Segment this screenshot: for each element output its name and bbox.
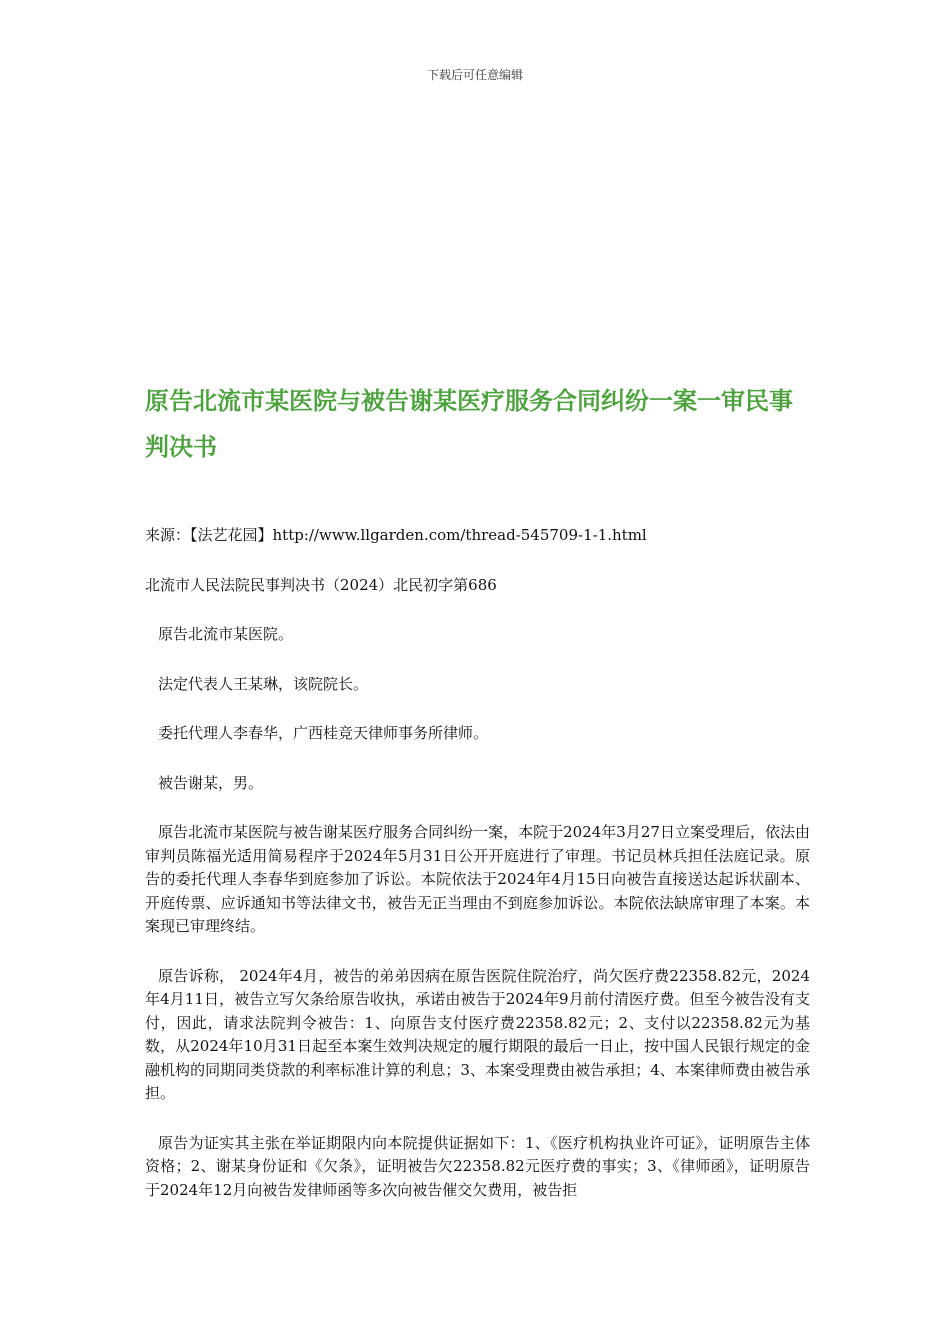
page-header-note: 下载后可任意编辑 — [426, 68, 523, 82]
party-agent: 委托代理人李春华，广西桂竞天律师事务所律师。 — [158, 724, 489, 742]
party-legal-representative: 法定代表人王某琳，该院院长。 — [158, 674, 369, 693]
party-defendant: 被告谢某，男。 — [158, 773, 264, 792]
case-number: 北流市人民法院民事判决书（2024）北民初字第686 — [145, 575, 497, 594]
source-line: 来源：【法艺花园】http://www.llgarden.com/thread-545709-1-1.html — [145, 526, 647, 544]
document-title: 原告北流市某医院与被告谢某医疗服务合同纠纷一案一审民事判决书 — [145, 387, 793, 461]
paragraph-case-background: 原告北流市某医院与被告谢某医疗服务合同纠纷一案，本院于2024年3月27日立案受理后，依法由审判员陈福光适用简易程序于2024年5月31日公开开庭进行了审理。书记员林兵担任法庭记录。原告的委托代理人李春华到庭参加了诉讼。本院依法于2024年4月15日向被告直接送达起诉状副本、开庭传票、应诉通知书等法律文书，被告无正当理由不到庭参加诉讼。本院依法缺席审理了本案。本案现已审理终结。 — [145, 823, 810, 935]
paragraph-evidence: 原告为证实其主张在举证期限内向本院提供证据如下：1、《医疗机构执业许可证》，证明原告主体资格；2、谢某身份证和《欠条》，证明被告欠22358.82元医疗费的事实；3、《律师函》，证明原告于2024年12月向被告发律师函等多次向被告催交欠费用，被告拒 — [145, 1133, 810, 1199]
document-body — [145, 524, 810, 1228]
party-plaintiff: 原告北流市某医院。 — [158, 625, 294, 643]
paragraph-plaintiff-claims: 原告诉称， 2024年4月，被告的弟弟因病在原告医院住院治疗，尚欠医疗费22358.82元，2024年4月11日，被告立写欠条给原告收执，承诺由被告于2024年9月前付清医疗费。但至今被告没有支付，因此，请求法院判令被告：1、向原告支付医疗费22358.82元；2、支付以22358.82元为基数，从2024年10月31日起至本案生效判决规定的履行期限的最后一日止，按中国人民银行规定的金融机构的同期同类贷款的利率标准计算的利息；3、本案受理费由被告承担；4、本案律师费由被告承担。 — [145, 966, 810, 1102]
